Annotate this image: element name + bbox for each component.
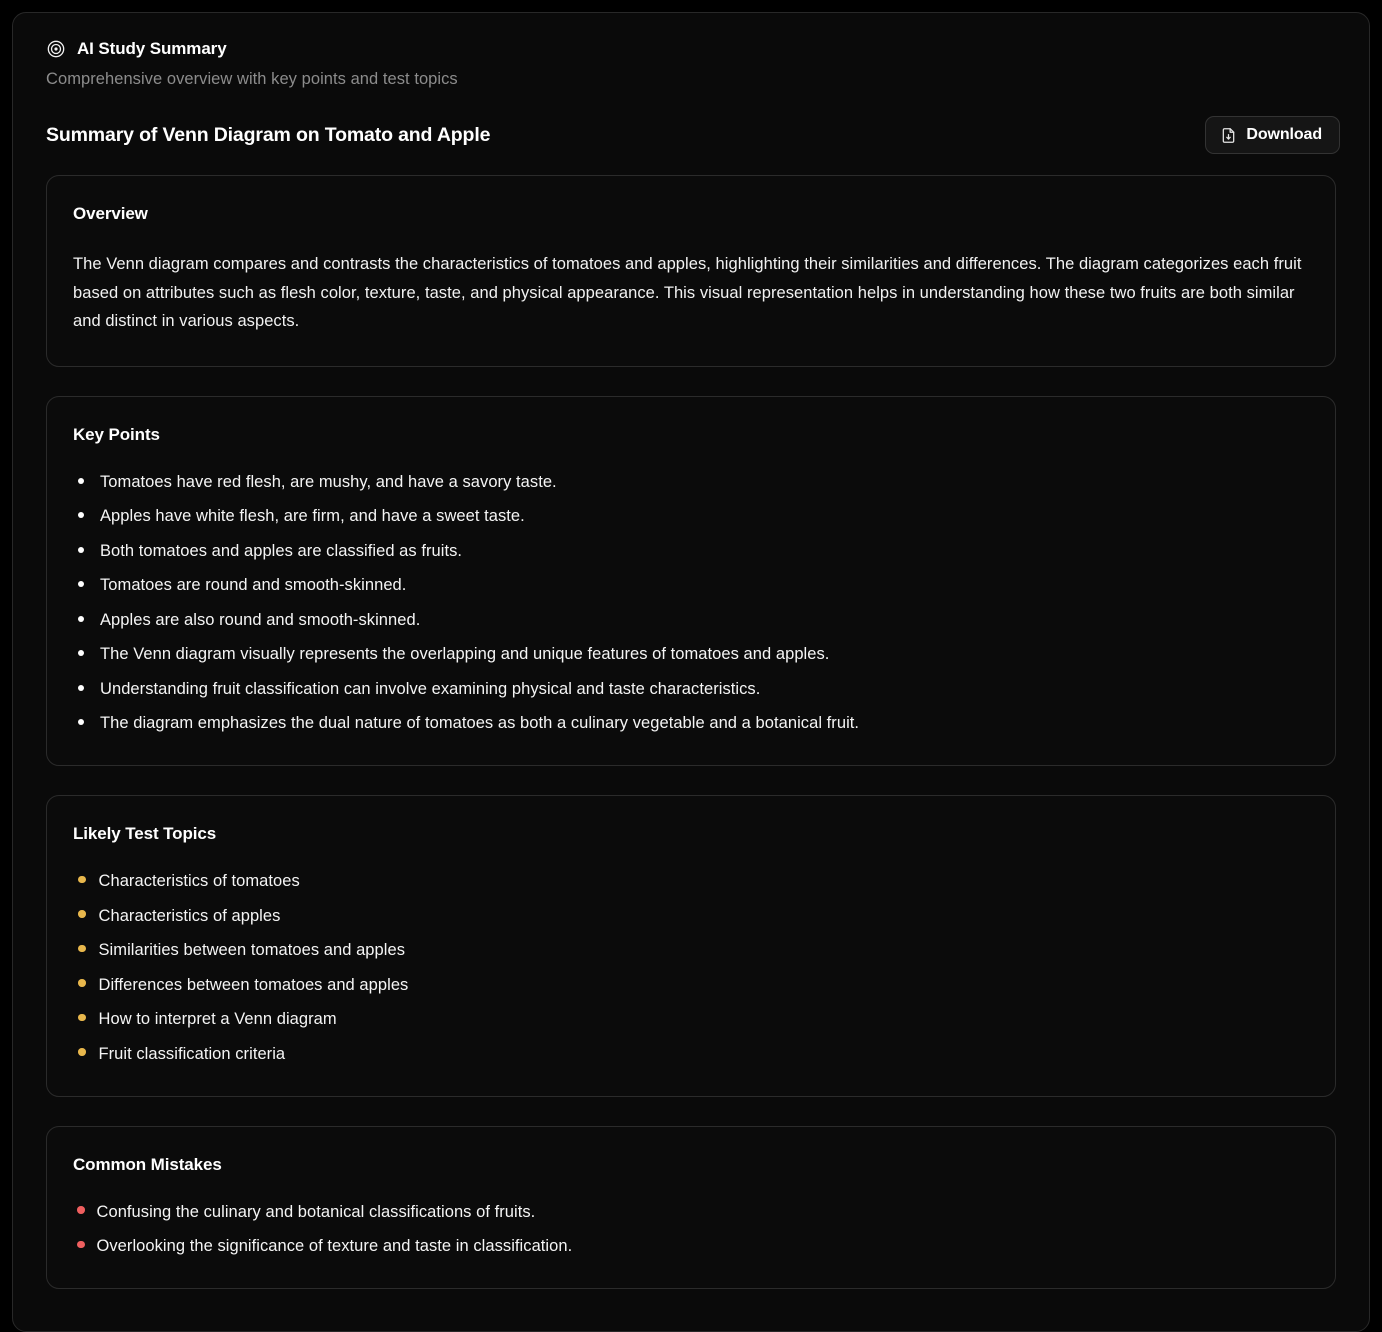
list-item xyxy=(73,540,1309,563)
key-points-title: Key Points xyxy=(73,424,160,444)
overview-body: The Venn diagram compares and contrasts the characteristics of tomatoes and apples, highlighting their similarities and differences. The diagram categorizes each fruit based on attributes such as flesh color, texture, taste, and physical appearance. This visual representation helps in understanding how these two fruits are both similar and distinct in various aspects. xyxy=(73,255,1302,330)
list-item xyxy=(73,574,1309,597)
target-icon xyxy=(46,39,66,59)
file-download-icon xyxy=(1220,127,1237,144)
common-mistakes-list xyxy=(73,1201,1309,1259)
overview-card xyxy=(46,175,1336,367)
bullet-dot-icon xyxy=(77,1206,85,1214)
bullet-dot-icon xyxy=(78,685,84,691)
list-item xyxy=(73,870,1309,893)
list-item xyxy=(73,1201,1309,1224)
list-item-text: Apples have white flesh, are firm, and have a sweet taste. xyxy=(100,507,525,525)
list-item-text: Tomatoes are round and smooth-skinned. xyxy=(100,576,407,594)
bullet-dot-icon xyxy=(78,478,84,484)
list-item xyxy=(73,505,1309,528)
list-item-text: The diagram emphasizes the dual nature of tomatoes as both a culinary vegetable and a botanical fruit. xyxy=(100,714,860,732)
list-item-text: Characteristics of tomatoes xyxy=(98,872,300,890)
list-item-text: Fruit classification criteria xyxy=(98,1044,286,1063)
bullet-dot-icon xyxy=(78,547,84,553)
list-item-text: Differences between tomatoes and apples xyxy=(98,975,409,994)
list-item-text: Both tomatoes and apples are classified as fruits. xyxy=(100,541,463,560)
list-item-text: Characteristics of apples xyxy=(98,906,281,925)
bullet-dot-icon xyxy=(78,719,84,725)
list-item xyxy=(73,1008,1309,1031)
app-subtitle: Comprehensive overview with key points and test topics xyxy=(46,70,458,88)
list-item xyxy=(73,1235,1309,1258)
bullet-dot-icon xyxy=(78,581,84,587)
list-item-text: The Venn diagram visually represents the overlapping and unique features of tomatoes and apples. xyxy=(100,645,830,663)
list-item xyxy=(73,1043,1309,1066)
bullet-dot-icon xyxy=(78,910,86,918)
page-title: Summary of Venn Diagram on Tomato and Apple xyxy=(46,123,491,146)
document-title-bar xyxy=(35,116,1347,154)
common-mistakes-title: Common Mistakes xyxy=(73,1154,222,1174)
list-item-text: Overlooking the significance of texture and taste in classification. xyxy=(96,1237,573,1255)
likely-test-topics-card xyxy=(46,795,1336,1097)
bullet-dot-icon xyxy=(78,876,86,884)
list-item xyxy=(73,678,1309,701)
list-item xyxy=(73,609,1309,632)
key-points-card xyxy=(46,396,1336,767)
download-button[interactable] xyxy=(1205,116,1340,154)
overview-title: Overview xyxy=(73,204,148,223)
list-item xyxy=(73,471,1309,494)
list-item xyxy=(73,974,1309,997)
list-item-text: Similarities between tomatoes and apples xyxy=(98,941,406,959)
list-item xyxy=(73,643,1309,666)
list-item-text: How to interpret a Venn diagram xyxy=(98,1010,337,1028)
panel-content xyxy=(13,13,1369,1289)
likely-test-topics-title: Likely Test Topics xyxy=(73,824,217,843)
panel-header xyxy=(35,39,1347,59)
list-item-text: Confusing the culinary and botanical classifications of fruits. xyxy=(96,1202,536,1221)
list-item-text: Understanding fruit classification can involve examining physical and taste characteristics. xyxy=(100,679,761,698)
key-points-list xyxy=(73,471,1309,736)
bullet-dot-icon xyxy=(78,650,84,656)
common-mistakes-card xyxy=(46,1126,1336,1290)
summary-cards xyxy=(35,175,1347,1289)
bullet-dot-icon xyxy=(78,512,84,518)
study-summary-panel xyxy=(12,12,1370,1332)
bullet-dot-icon xyxy=(78,1014,86,1022)
bullet-dot-icon xyxy=(78,945,86,953)
list-item-text: Apples are also round and smooth-skinned. xyxy=(100,610,421,629)
bullet-dot-icon xyxy=(78,1048,86,1056)
download-button-label: Download xyxy=(1246,126,1322,143)
list-item xyxy=(73,905,1309,928)
bullet-dot-icon xyxy=(78,616,84,622)
list-item-text: Tomatoes have red flesh, are mushy, and have a savory taste. xyxy=(100,472,557,491)
bullet-dot-icon xyxy=(78,979,86,987)
list-item xyxy=(73,939,1309,962)
likely-test-topics-list xyxy=(73,870,1309,1066)
app-title: AI Study Summary xyxy=(77,39,227,58)
list-item xyxy=(73,712,1309,735)
bullet-dot-icon xyxy=(77,1241,85,1249)
